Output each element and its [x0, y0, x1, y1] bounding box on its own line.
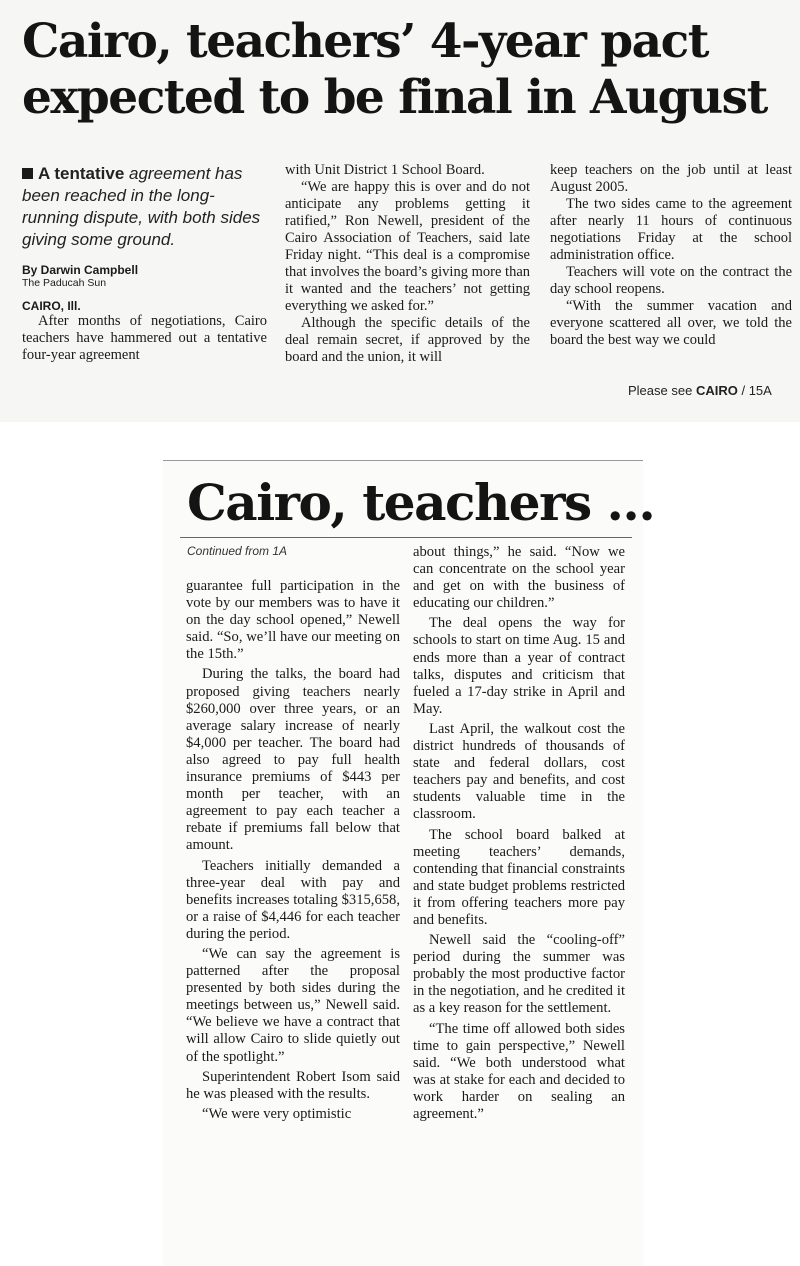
paragraph: with Unit District 1 School Board. [285, 162, 485, 178]
paragraph: Superintendent Robert Isom said he was pleased with the results. [186, 1068, 400, 1102]
paragraph: “We can say the agreement is patterned after the proposal presented by both sides during the meetings between us,” Newell said. “We believe we have a contract that will allow Cairo to slide quietly out of the spotlight.” [186, 945, 400, 1065]
paragraph: The two sides came to the agreement after nearly 11 hours of continuous negotiations Friday at the school administration office. [550, 196, 792, 263]
paragraph: Teachers initially demanded a three-year deal with pay and benefits increases totaling $315,658, or a raise of $4,446 for each teacher during the period. [186, 857, 400, 942]
article-headline: Cairo, teachers’ 4-year pact expected to be final in August [22, 14, 767, 125]
paragraph: about things,” he said. “Now we can concentrate on the school year and get on with the business of educating our children.” [413, 544, 625, 612]
paragraph: Teachers will vote on the contract the day school reopens. [550, 264, 792, 297]
paragraph: guarantee full participation in the vote by our members was to have it on the day school opened,” Newell said. “So, we’ll have our meeting on the 15th.” [186, 578, 400, 663]
deck-text: agreement has been reached in the long-running dispute, with both sides giving some ground. [22, 164, 261, 249]
byline-organization: The Paducah Sun [22, 277, 107, 289]
article-deck [22, 163, 267, 251]
article-column-3 [550, 162, 792, 349]
paragraph: “The time off allowed both sides time to gain perspective,” Newell said. “We both understood what was at stake for each and decided to work harder on sealing an agreement.” [413, 1020, 625, 1122]
paragraph: keep teachers on the job until at least August 2005. [550, 162, 792, 195]
jump-keyword: CAIRO [695, 383, 738, 398]
paragraph: During the talks, the board had proposed giving teachers nearly $260,000 over three years, or an average salary increase of nearly $4,000 per teacher. The board had also agreed to pay full health insurance premiums of $443 per month per teacher, with an agreement to pay each teacher a rebate if premiums fall below that amount. [186, 666, 400, 854]
paragraph: After months of negotiations, Cairo teachers have hammered out a tentative four-year agreement [22, 313, 267, 363]
byline: By Darwin Campbell [22, 263, 139, 277]
jump-page: / 15A [741, 383, 772, 398]
paragraph: The school board balked at meeting teachers’ demands, contending that financial constraints and state budget problems restricted it from offering teachers more pay and benefits. [413, 826, 625, 928]
deck-lead: A tentative [38, 164, 125, 183]
bullet-square-icon [22, 168, 33, 179]
headline-rule [180, 537, 632, 538]
dateline: CAIRO, Ill. [22, 299, 81, 313]
paragraph: Although the specific details of the deal remain secret, if approved by the board and the union, it will [285, 315, 530, 365]
paragraph: “We are happy this is over and do not anticipate any problems getting it ratified,” Ron Newell, president of the Cairo Association of Teachers, said late Friday night. “This deal is a compromise that involves the board’s giving more than it wanted and the teachers’ not getting everything we asked for.” [285, 179, 530, 314]
continuation-column-1 [186, 578, 400, 1126]
paragraph: The deal opens the way for schools to start on time Aug. 15 and ends more than a year of contract talks, disputes and criticism that fueled a 17-day strike in April and May. [413, 615, 625, 717]
paragraph: Last April, the walkout cost the district hundreds of thousands of state and federal dollars, cost teachers pay and benefits, and cost students valuable time in the classroom. [413, 720, 625, 823]
continuation-column-2 [413, 544, 625, 1126]
paragraph: Newell said the “cooling-off” period during the summer was probably the most productive factor in the negotiation, and he credited it as a key reason for the settlement. [413, 932, 625, 1017]
continuation-headline: Cairo, teachers ... [187, 473, 655, 532]
jump-line [628, 383, 772, 398]
continued-from-label: Continued from 1A [187, 544, 288, 558]
paragraph: “We were very optimistic [202, 1105, 352, 1122]
jump-prefix: Please see [628, 383, 693, 398]
paragraph: “With the summer vacation and everyone scattered all over, we told the board the best way we could [550, 298, 792, 348]
article-column-1 [22, 163, 267, 364]
article-column-2 [285, 162, 530, 366]
